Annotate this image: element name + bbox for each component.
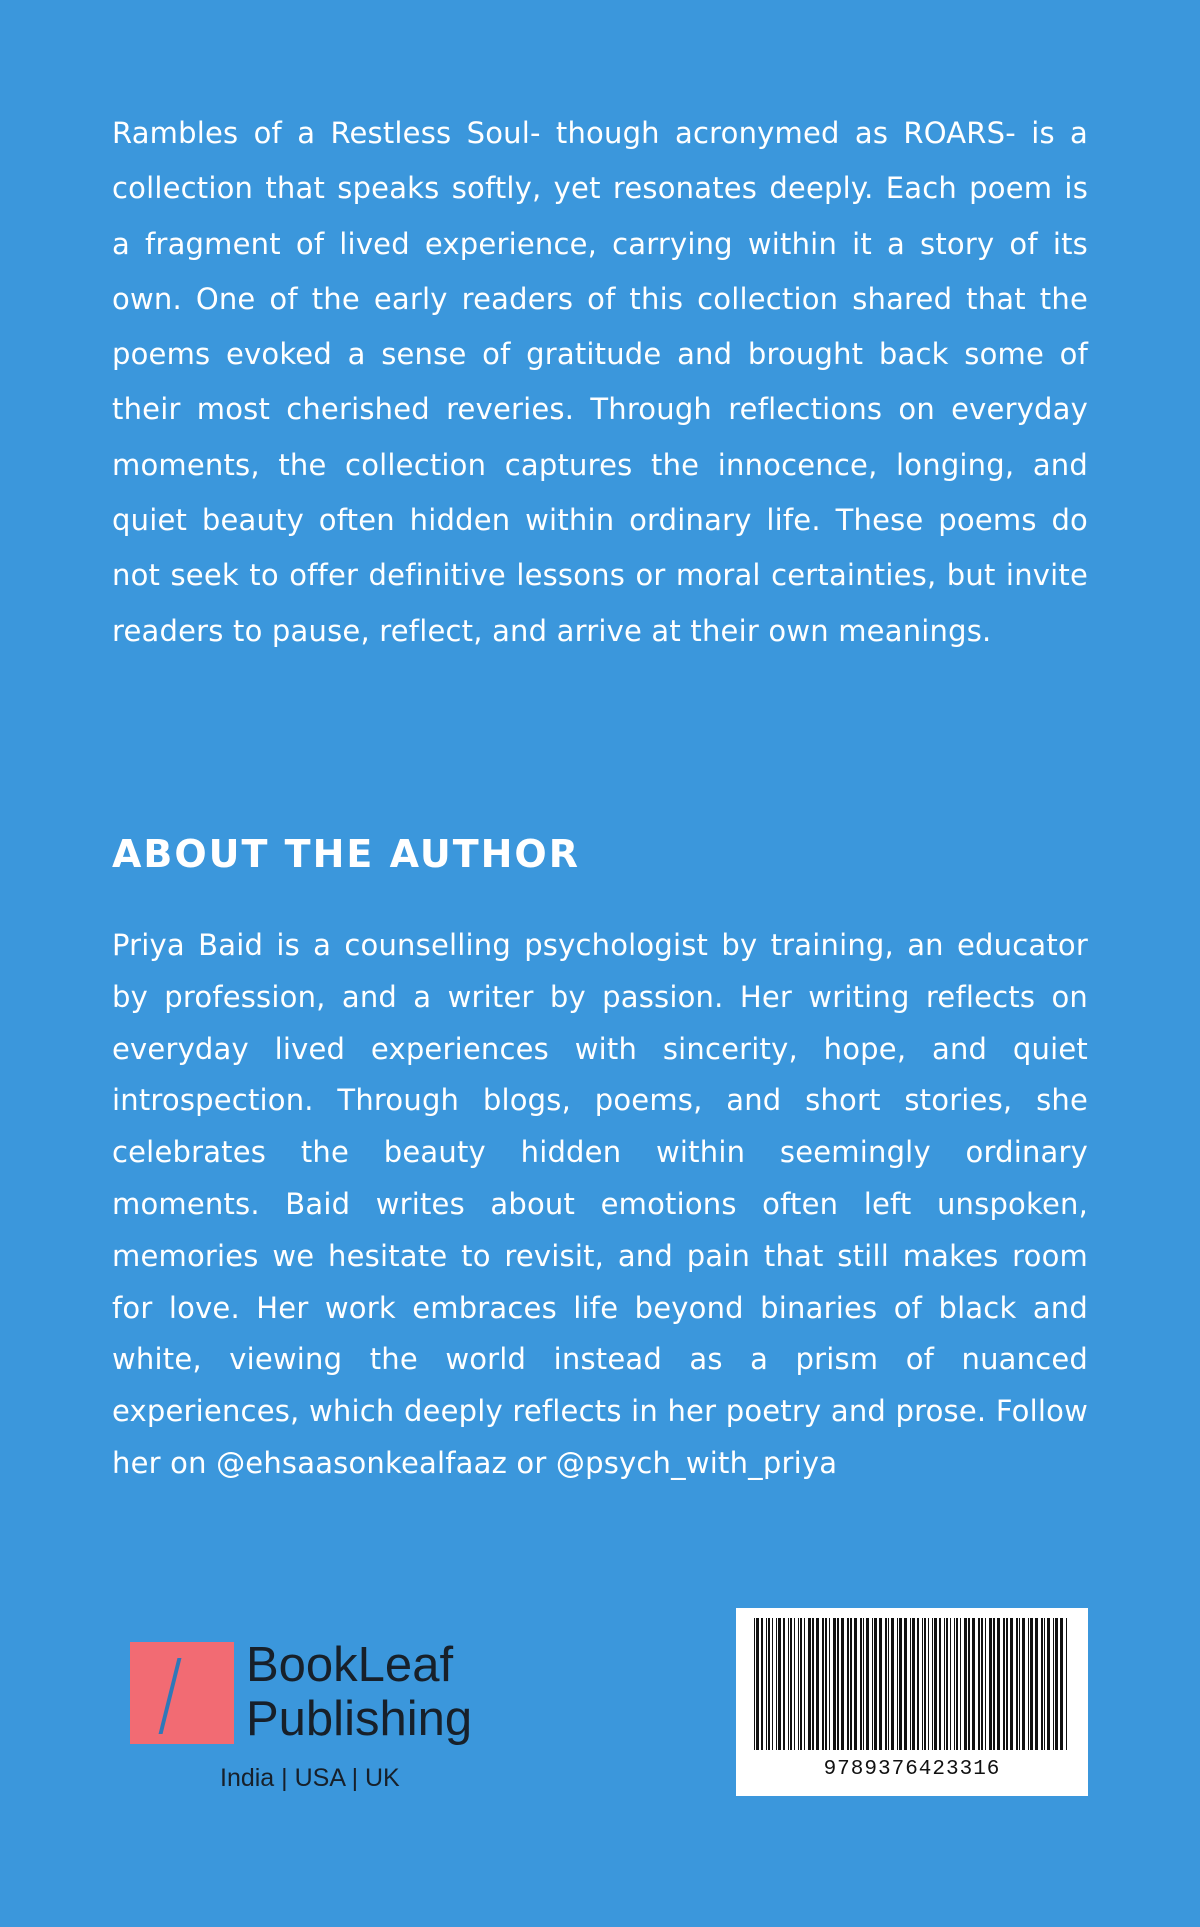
barcode-bar: [1019, 1618, 1020, 1750]
barcode-bar: [833, 1618, 836, 1750]
barcode-bar: [1055, 1618, 1058, 1750]
barcode-bar: [956, 1618, 958, 1750]
barcode-bar: [783, 1618, 785, 1750]
barcode-bar: [960, 1618, 961, 1750]
barcode-bar: [1041, 1618, 1043, 1750]
barcode-bar: [888, 1618, 889, 1750]
barcode-bar: [972, 1618, 975, 1750]
barcode-bar: [1016, 1618, 1018, 1750]
barcode-bars-icon: [750, 1618, 1074, 1750]
barcode-bar: [816, 1618, 819, 1750]
barcode-bar: [1060, 1618, 1063, 1750]
barcode-bar: [829, 1618, 830, 1750]
barcode-bar: [879, 1618, 882, 1750]
publisher-name: [246, 1638, 472, 1746]
barcode-bar: [766, 1618, 767, 1750]
barcode-bar: [822, 1618, 824, 1750]
barcode-bar: [978, 1618, 980, 1750]
barcode-bar: [964, 1618, 967, 1750]
barcode-bar: [761, 1618, 763, 1750]
barcode-bar: [788, 1618, 789, 1750]
book-blurb: Rambles of a Restless Soul- though acronymed as ROARS- is a collection that speaks softly, yet resonates deeply. Each poem is a fragment of lived experience, carrying within it a story of its own. One of the early readers of this collection shared that the poems evoked a sense of gratitude and brought back some of their most cherished reveries. Through reflections on everyday moments, the collection captures the innocence, longing, and quiet beauty often hidden within ordinary life. These poems do not seek to offer definitive lessons or moral certainties, but invite readers to pause, reflect, and arrive at their own meanings.: [112, 116, 1088, 648]
barcode-bar: [768, 1618, 770, 1750]
barcode-bar: [863, 1618, 864, 1750]
publisher-regions: India | USA | UK: [220, 1764, 400, 1792]
barcode-bar: [981, 1618, 983, 1750]
barcode-bar: [891, 1618, 894, 1750]
barcode-bar: [1003, 1618, 1005, 1750]
barcode-bar: [922, 1618, 923, 1750]
barcode-bar: [837, 1618, 839, 1750]
barcode-bar: [939, 1618, 941, 1750]
publisher-name-line1: BookLeaf: [246, 1638, 454, 1692]
barcode-bar: [854, 1618, 857, 1750]
barcode-bar: [1006, 1618, 1008, 1750]
barcode-bar: [932, 1618, 933, 1750]
barcode-bar: [776, 1618, 777, 1750]
barcode-bar: [872, 1618, 873, 1750]
barcode-bar: [860, 1618, 862, 1750]
barcode-bar: [1022, 1618, 1025, 1750]
barcode-bar: [954, 1618, 955, 1750]
barcode-bar: [812, 1618, 814, 1750]
barcode-bar: [1030, 1618, 1033, 1750]
barcode-bar: [899, 1618, 902, 1750]
barcode-bar: [756, 1618, 759, 1750]
barcode-bar: [944, 1618, 945, 1750]
barcode-bar: [917, 1618, 919, 1750]
barcode-bar: [924, 1618, 926, 1750]
barcode-bar: [968, 1618, 970, 1750]
barcode-bar: [989, 1618, 992, 1750]
barcode-bar: [934, 1618, 937, 1750]
barcode-bar: [798, 1618, 799, 1750]
barcode-bar: [847, 1618, 849, 1750]
barcode-bar: [790, 1618, 792, 1750]
barcode-bar: [950, 1618, 951, 1750]
about-author-heading: ABOUT THE AUTHOR: [112, 832, 580, 876]
barcode-bar: [841, 1618, 844, 1750]
barcode-bar: [985, 1618, 986, 1750]
barcode-bar: [885, 1618, 887, 1750]
barcode-bar: [904, 1618, 907, 1750]
isbn-number: 9789376423316: [823, 1758, 1001, 1781]
isbn-barcode: [736, 1608, 1088, 1796]
barcode-bar: [1044, 1618, 1045, 1750]
barcode-bar: [874, 1618, 877, 1750]
barcode-bar: [910, 1618, 911, 1750]
slash-mark: [159, 1658, 182, 1734]
barcode-bar: [1053, 1618, 1054, 1750]
barcode-bar: [946, 1618, 948, 1750]
barcode-bar: [778, 1618, 781, 1750]
barcode-bar: [850, 1618, 852, 1750]
barcode-bar: [1035, 1618, 1038, 1750]
publisher-logo: [130, 1638, 520, 1798]
barcode-bar: [772, 1618, 773, 1750]
barcode-bar: [866, 1618, 869, 1750]
barcode-bar: [1066, 1618, 1067, 1750]
barcode-bar: [897, 1618, 898, 1750]
barcode-bar: [800, 1618, 802, 1750]
barcode-bar: [1047, 1618, 1050, 1750]
leaf-square-icon: [130, 1642, 234, 1744]
publisher-name-line2: Publishing: [246, 1692, 473, 1746]
barcode-bar: [804, 1618, 805, 1750]
barcode-bar: [1028, 1618, 1029, 1750]
barcode-bar: [808, 1618, 811, 1750]
barcode-bar: [1010, 1618, 1013, 1750]
barcode-bar: [912, 1618, 915, 1750]
barcode-bar: [993, 1618, 995, 1750]
barcode-bar: [928, 1618, 929, 1750]
barcode-bar: [825, 1618, 827, 1750]
barcode-bar: [754, 1618, 755, 1750]
barcode-bar: [997, 1618, 1000, 1750]
author-bio: Priya Baid is a counselling psychologist by training, an educator by profession, and a writer by passion. Her writing reflects on everyday lived experiences with sincerity, hope, and quiet introspection. Through blogs, poems, and short stories, she celebrates the beauty hidden within seemingly ordinary moments. Baid writes about emotions often left unspoken, memories we hesitate to revisit, and pain that still makes room for love. Her work embraces life beyond binaries of black and white, viewing the world instead as a prism of nuanced experiences, which deeply reflects in her poetry and prose. Follow her on @ehsaasonkealfaaz or @psych_with_priya: [112, 928, 1088, 1480]
barcode-bar: [794, 1618, 795, 1750]
